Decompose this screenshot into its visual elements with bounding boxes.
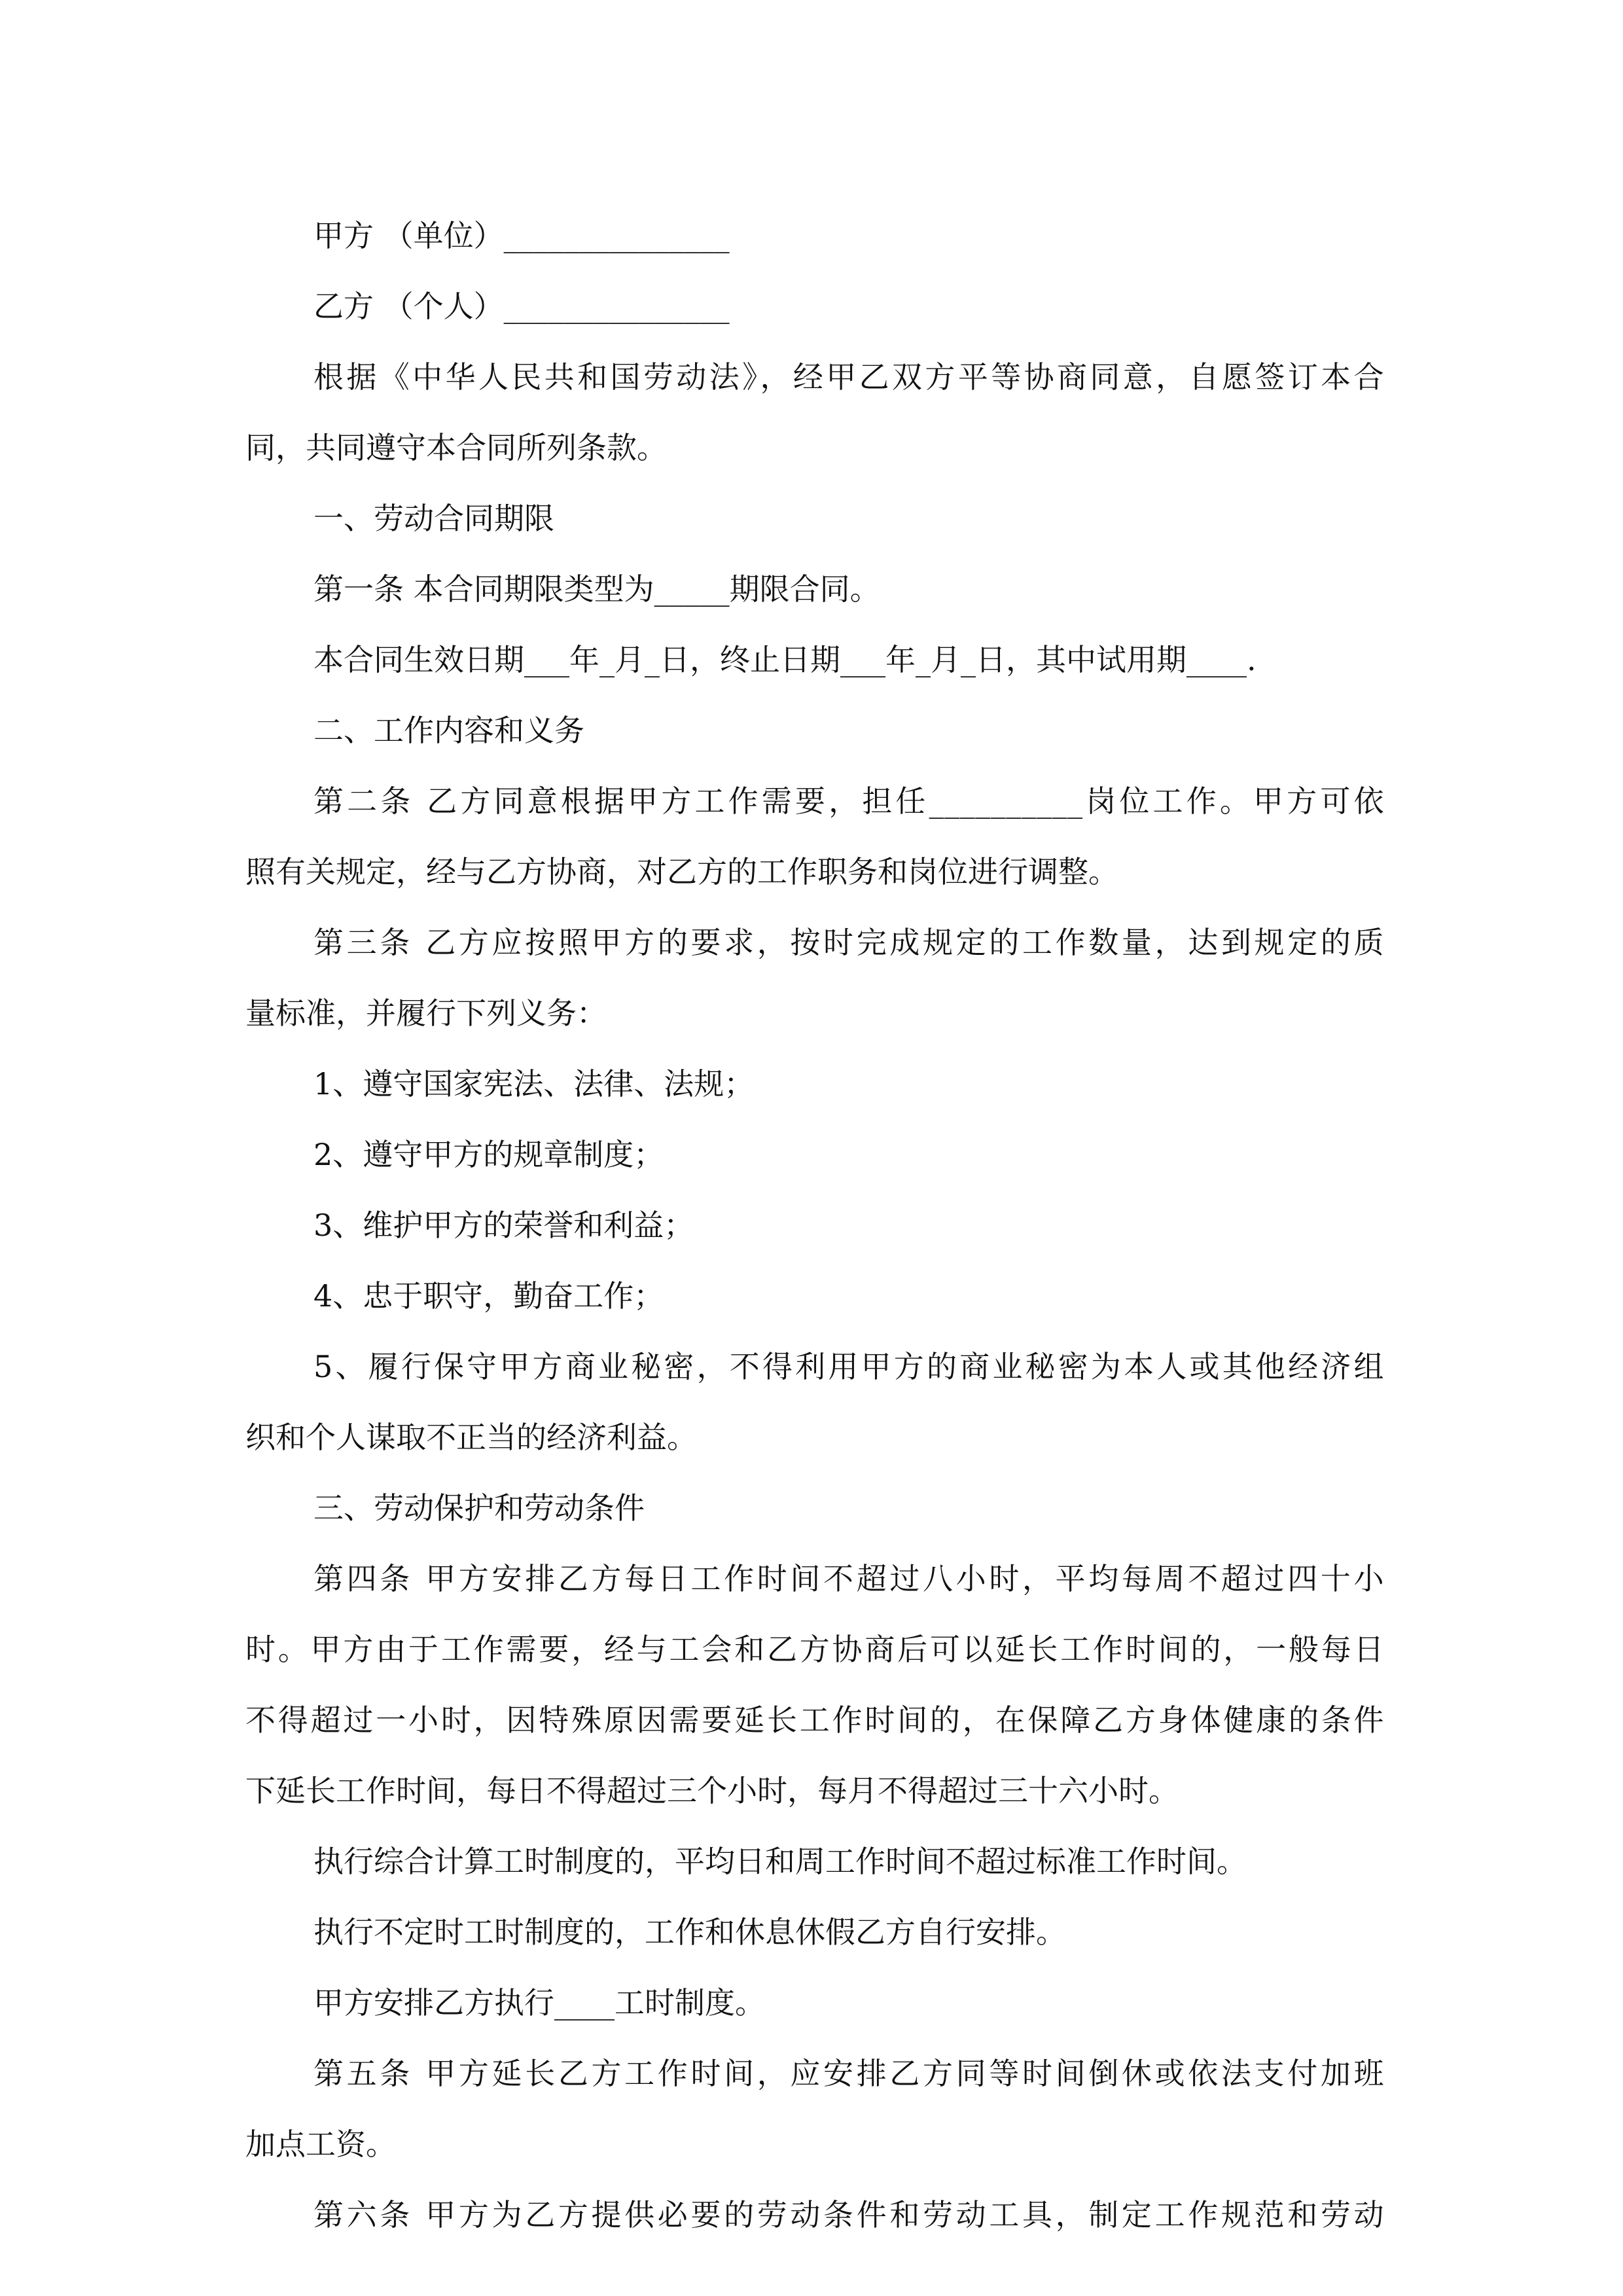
text-line: 加点工资。 xyxy=(245,2126,396,2162)
text-line: 二、工作内容和义务 xyxy=(313,713,584,748)
text-line: 织和个人谋取不正当的经济利益。 xyxy=(245,1420,697,1455)
text-line: 第一条 本合同期限类型为_____期限合同。 xyxy=(313,571,880,607)
text-line: 三、劳动保护和劳动条件 xyxy=(313,1490,645,1526)
text-line: 甲方 （单位）_______________ xyxy=(313,218,730,253)
text-line: 第六条 甲方为乙方提供必要的劳动条件和劳动工具，制定工作规范和劳动 xyxy=(313,2197,1384,2233)
text-line: 第四条 甲方安排乙方每日工作时间不超过八小时，平均每周不超过四十小 xyxy=(313,1561,1384,1596)
text-line: 第五条 甲方延长乙方工作时间，应安排乙方同等时间倒休或依法支付加班 xyxy=(313,2056,1384,2091)
text-line: 根据《中华人民共和国劳动法》，经甲乙双方平等协商同意，自愿签订本合 xyxy=(313,359,1384,395)
text-line: 2、遵守甲方的规章制度； xyxy=(313,1137,664,1172)
text-line: 量标准，并履行下列义务： xyxy=(245,996,607,1031)
text-line: 时。甲方由于工作需要，经与工会和乙方协商后可以延长工作时间的，一般每日 xyxy=(245,1632,1384,1667)
text-line: 4、忠于职守，勤奋工作； xyxy=(313,1278,664,1314)
text-line: 照有关规定，经与乙方协商，对乙方的工作职务和岗位进行调整。 xyxy=(245,854,1118,889)
text-line: 执行综合计算工时制度的，平均日和周工作时间不超过标准工作时间。 xyxy=(313,1844,1247,1879)
text-line: 甲方安排乙方执行____工时制度。 xyxy=(313,1985,765,2020)
text-line: 3、维护甲方的荣誉和利益； xyxy=(313,1208,694,1243)
text-line: 不得超过一小时，因特殊原因需要延长工作时间的，在保障乙方身体健康的条件 xyxy=(245,1702,1384,1738)
text-line: 第二条 乙方同意根据甲方工作需要，担任__________岗位工作。甲方可依 xyxy=(313,783,1384,819)
text-line: 第三条 乙方应按照甲方的要求，按时完成规定的工作数量，达到规定的质 xyxy=(313,925,1384,960)
text-line: 同，共同遵守本合同所列条款。 xyxy=(245,430,667,465)
text-line: 下延长工作时间，每日不得超过三个小时，每月不得超过三十六小时。 xyxy=(245,1773,1179,1808)
text-line: 5、履行保守甲方商业秘密，不得利用甲方的商业秘密为本人或其他经济组 xyxy=(313,1349,1384,1384)
text-line: 1、遵守国家宪法、法律、法规； xyxy=(313,1066,755,1102)
text-line: 一、劳动合同期限 xyxy=(313,501,554,536)
document-page xyxy=(245,200,1384,2250)
document-body xyxy=(245,200,1384,2250)
text-line: 本合同生效日期___年_月_日，终止日期___年_月_日，其中试用期____. xyxy=(313,642,1257,677)
text-line: 乙方 （个人）_______________ xyxy=(313,289,730,324)
text-line: 执行不定时工时制度的，工作和休息休假乙方自行安排。 xyxy=(313,1914,1066,1950)
